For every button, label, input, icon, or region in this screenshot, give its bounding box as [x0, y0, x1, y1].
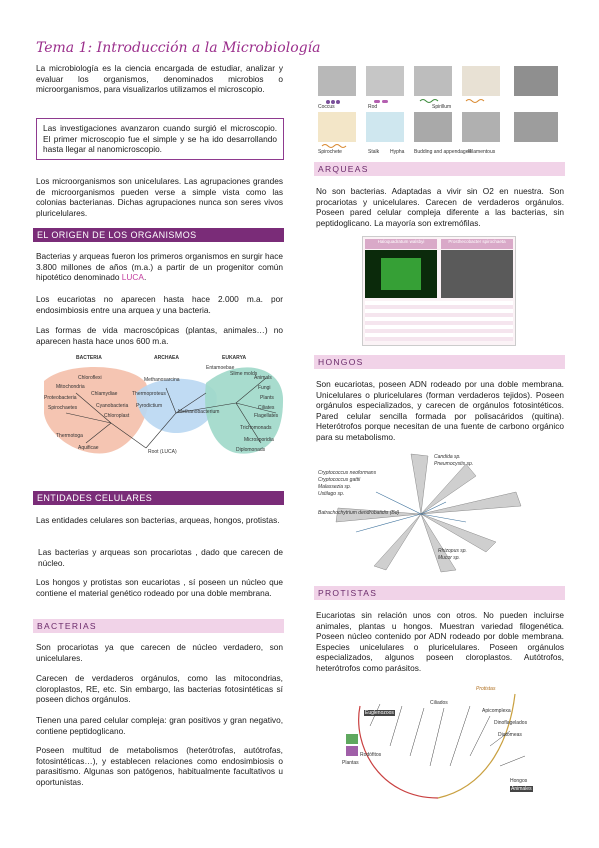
luca-highlight: LUCA — [121, 272, 144, 283]
phylogenetic-tree: BACTERIA ARCHAEA EUKARYA Chloroflexi Mitochondria Proteobacteria Chlamydiae Spirochaetes Cyanobacteria Chloroplast Thermotoga Aquificae Methanosarcina Thermoproteus Pyrodictium Methanobacterium Entamoebae Slime molds Animals Fungi Plants Ciliates Flagellates Trichomonads Microsporidia Diplomonads Root (LUCA) — [36, 353, 284, 459]
callout-text: Las investigaciones avanzaron cuando surgió el microscopio. El primer microscopio fue el simple y se ha ido desarrollando hasta llegar al nanomicroscopio. — [43, 123, 277, 155]
protistas-paragraph: Eucariotas sin relación unos con otros. No pueden incluirse animales, plantas u hongos. Muestran variedad filogenética. Poseen núcleo contenido por ADN rodeado por doble membrana. Especies unicelulares o pluricelulares. Poseen orgánulos especializados, algunos poseen cloroplastos. Autótrofos, heterótrofos como parásitos. — [316, 610, 564, 673]
bacterias-heading: BACTERIAS — [33, 619, 284, 633]
cellular-paragraph-3: Los hongos y protistas son eucariotas , sí poseen un núcleo que contiene el material genético rodeado por una doble membrana. — [36, 577, 283, 598]
archaea-micrograph-2 — [441, 250, 513, 298]
bacterias-paragraph-1: Son procariotas ya que carecen de núcleo verdadero, son unicelulares. — [36, 642, 283, 663]
cellular-paragraph-1: Las entidades celulares son bacterias, arqueas, hongos, protistas. — [36, 515, 280, 525]
archaea-label: ARCHAEA — [154, 355, 179, 361]
microorganisms-paragraph: Los microorganismos son unicelulares. Las agrupaciones grandes de microorganismos pueden verse a simple vista como las colonias bacterianas. Dichas agrupaciones nunca son seres vivos pluricelulares. — [36, 176, 283, 218]
origin-heading: EL ORIGEN DE LOS ORGANISMOS — [33, 228, 284, 242]
arqueas-paragraph: No son bacterias. Adaptadas a vivir sin O2 en nuestra. Son procariotas y unicelulares. Carecen de verdaderos orgánulos. Poseen pared celular compleja diferente a las bacterias, sin peptidoglicano. La mayoría son extremófilas. — [316, 186, 564, 228]
bacterias-paragraph-2: Carecen de verdaderos orgánulos, como las mitocondrias, cloroplastos, RE, etc. Sin embargo, las bacterias fotosintéticas sí poseen dichos orgánulos. — [36, 673, 283, 705]
hongos-heading: HONGOS — [314, 355, 565, 369]
origin-paragraph-1: Bacterias y arqueas fueron los primeros organismos en surgir hace 3.800 millones de años (m.a.) a partir de un progenitor común hipotético denominado LUCA. — [36, 251, 283, 283]
callout-box — [36, 118, 284, 160]
bacteria-shapes-figure: Coccus Rod Spirillum Spirochete Stalk Hypha Budding and appendaged Filamentous — [314, 64, 564, 156]
hongos-paragraph: Son eucariotas, poseen ADN rodeado por una doble membrana. Unicelulares o pluricelulares (forman verdaderos tejidos). Poseen orgánulos especializados, y carecen de orgánulos fotosintéticos. Pared celular sencilla formada por polisacáridos (quitina). Heterótrofos porque necesitan de una fuente de carbono orgánico para su metabolismo. — [316, 379, 564, 442]
origin-paragraph-2: Los eucariotas no aparecen hasta hace 2.000 m.a. por endosimbiosis entre una arquea y una bacteria. — [36, 294, 283, 315]
eukarya-label: EUKARYA — [222, 355, 247, 361]
arqueas-heading: ARQUEAS — [314, 162, 565, 176]
archaea-cards: Haloquadratum walsbyi Prosthecobacter spirochaeta — [362, 236, 516, 346]
cellular-heading: ENTIDADES CELULARES — [33, 491, 284, 505]
protist-tree: Protistas Euglenozoos Ciliados Apicomplexa Dinoflagelados Diatomeas Rodófitos Plantas Hongos Animales — [340, 686, 536, 804]
protistas-heading: PROTISTAS — [314, 586, 565, 600]
archaea-micrograph — [365, 250, 437, 298]
bacteria-label: BACTERIA — [76, 355, 102, 361]
intro-paragraph: La microbiología es la ciencia encargada de estudiar, analizar y evaluar los organismos, denominados microbios o microorganismos, para visualizarlos utilizamos el microscopio. — [36, 63, 283, 95]
bacterias-paragraph-3: Tienen una pared celular compleja: gran positivos y gran negativo, contiene peptidoglicano. — [36, 715, 283, 736]
page-title: Tema 1: Introducción a la Microbiología — [36, 40, 321, 56]
bacterias-paragraph-4: Poseen multitud de metabolismos (heterótrofas, autótrofas, fotosintéticas…), y establecen relaciones como endosimbiosis o parasitismo. Algunas son patógenos, habitualmente facultativos u oportunistas. — [36, 745, 283, 787]
luca-root-label: Root (LUCA) — [148, 449, 177, 455]
cellular-paragraph-2: Las bacterias y arqueas son procariotas , dado que carecen de núcleo. — [38, 547, 283, 568]
origin-paragraph-3: Las formas de vida macroscópicas (plantas, animales…) no aparecen hasta hace unos 600 m.a. — [36, 325, 283, 346]
fungi-tree: Cryptococcus neoformans Cryptococcus gattii Malassezia sp. Ustilago sp. Candida sp. Pneumocystis sp. Batrachochytrium dendrobatidis (Bd) Rhizopus sp. Mucor sp. — [316, 452, 564, 574]
